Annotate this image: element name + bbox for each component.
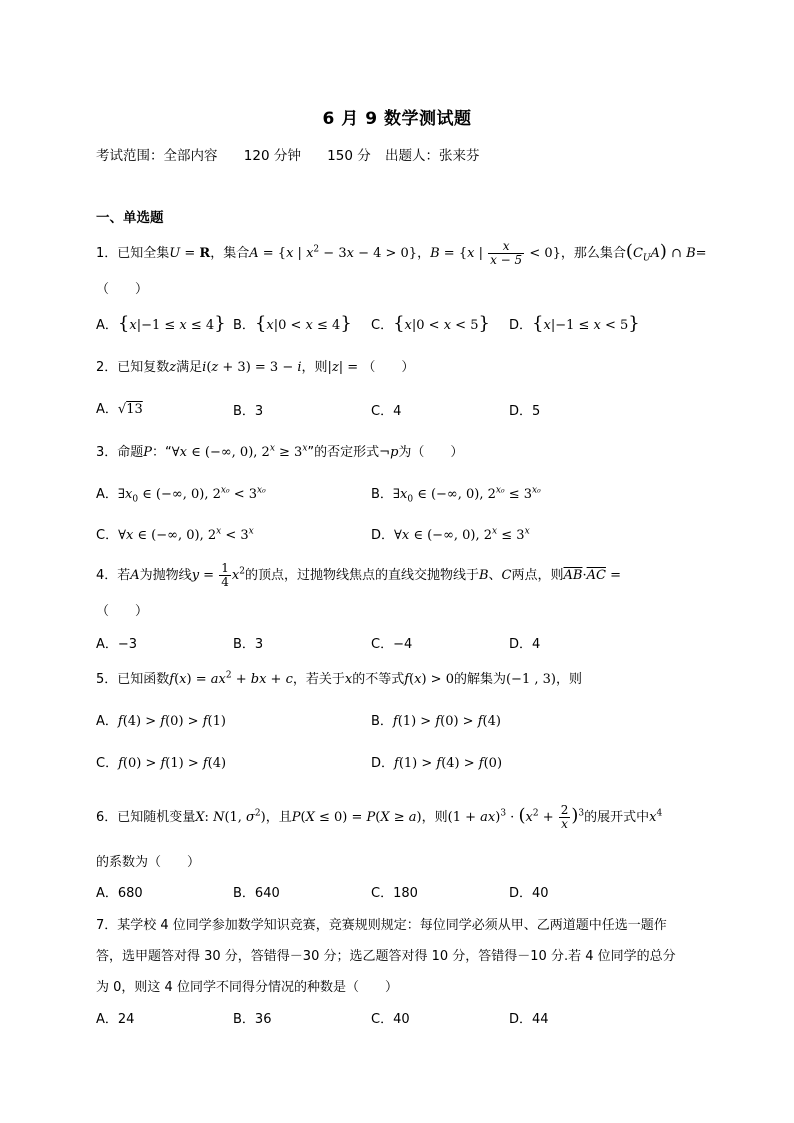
question-3-option-d[interactable]: D．∀x ∈ (−∞, 0), $2^x \le 3^x$ <box>371 526 530 543</box>
question-2-option-d[interactable]: D．5 <box>509 404 541 419</box>
question-6-stem: 6．已知随机变量X: N(1, $\sigma^2$)，且P(X ≤ 0) = P(X ≥ a)，则$(1 + ax)^3 \cdot (x^2$ + $\frac{2}{x}$ )$^3$的展开式中$x^4$ <box>96 803 663 831</box>
exam-time: 120 分钟 <box>243 148 301 164</box>
question-2-stem: 2．已知复数z满足i(z + 3) = 3 − i，则|z| = （ ） <box>96 360 415 375</box>
question-1-option-c[interactable]: C．{x|0 < x < 5} <box>371 313 490 334</box>
question-5-option-a[interactable]: A．f(4) > f(0) > f(1) <box>96 714 226 729</box>
question-7-option-d[interactable]: D．44 <box>509 1012 549 1027</box>
question-6-option-b[interactable]: B．640 <box>233 886 280 901</box>
question-6-option-a[interactable]: A．680 <box>96 886 143 901</box>
exam-scope: 考试范围：全部内容 <box>96 148 218 164</box>
question-7-line3: 为 0，则这 4 位同学不同得分情况的种数是（ ） <box>96 980 398 995</box>
section-heading: 一、单选题 <box>96 210 164 226</box>
question-4-option-b[interactable]: B．3 <box>233 637 264 652</box>
question-5-option-b[interactable]: B．f(1) > f(0) > f(4) <box>371 714 501 729</box>
question-7-option-b[interactable]: B．36 <box>233 1012 272 1027</box>
question-6-option-c[interactable]: C．180 <box>371 886 418 901</box>
question-4-option-c[interactable]: C．−4 <box>371 637 413 652</box>
question-3-option-a[interactable]: A．$\exists x_0$ ∈ (−∞, 0), $2^{x_0} < 3^{x_0}$ <box>96 485 266 505</box>
exam-info <box>96 144 480 164</box>
question-3-stem: 3．命题P：“∀x ∈ (−∞, 0), $2^x \ge 3^x$”的否定形式¬p为（ ） <box>96 443 464 460</box>
question-7-line2: 答，选甲题答对得 30 分，答错得－30 分；选乙题答对得 10 分，答错得－10 分.若 4 位同学的总分 <box>96 949 676 964</box>
page-title: 6 月 9 数学测试题 <box>322 109 472 129</box>
question-1-stem: 1．已知全集U = R，集合A = {x | $x^2 - 3x - 4 > 0$}，B = {x | $\frac{x}{x - 5}$ < 0}，那么集合$(C_UA)$ ∩ B= <box>96 239 707 267</box>
question-4-option-d[interactable]: D．4 <box>509 637 541 652</box>
question-1-option-d[interactable]: D．{x|−1 ≤ x < 5} <box>509 313 640 334</box>
question-3-option-b[interactable]: B．$\exists x_0$ ∈ (−∞, 0), $2^{x_0} \le 3^{x_0}$ <box>371 485 541 505</box>
question-4-option-a[interactable]: A．−3 <box>96 637 138 652</box>
question-6-option-d[interactable]: D．40 <box>509 886 549 901</box>
question-2-option-a[interactable]: A．√13 <box>96 402 143 417</box>
question-6-line2: 的系数为（ ） <box>96 855 201 870</box>
question-2-option-c[interactable]: C．4 <box>371 404 402 419</box>
question-7-line1: 7．某学校 4 位同学参加数学知识竞赛，竞赛规则规定：每位同学必须从甲、乙两道题中任选一题作 <box>96 918 667 933</box>
question-3-option-c[interactable]: C．∀x ∈ (−∞, 0), $2^x < 3^x$ <box>96 526 254 543</box>
question-4-stem: 4．若A为抛物线y = $\frac{1}{4}$ $x^2$的顶点，过抛物线焦点的直线交抛物线于B、C两点，则$\overline{AB}\cdot\overline{AC}$ = <box>96 561 621 589</box>
exam-score: 150 分 <box>327 148 371 164</box>
question-2-option-b[interactable]: B．3 <box>233 404 264 419</box>
question-7-option-a[interactable]: A．24 <box>96 1012 135 1027</box>
question-5-stem: 5．已知函数$f(x) = ax^2$ + bx + c，若关于x的不等式f(x) > 0的解集为(−1 , 3)，则 <box>96 670 582 687</box>
question-4-paren: （ ） <box>96 604 149 619</box>
exam-author: 出题人：张来芬 <box>385 148 480 164</box>
question-1-option-b[interactable]: B．{x|0 < x ≤ 4} <box>233 313 352 334</box>
question-7-option-c[interactable]: C．40 <box>371 1012 410 1027</box>
question-5-option-d[interactable]: D．f(1) > f(4) > f(0) <box>371 756 503 771</box>
question-5-option-c[interactable]: C．f(0) > f(1) > f(4) <box>96 756 227 771</box>
question-1-paren: （ ） <box>96 282 149 297</box>
question-1-option-a[interactable]: A．{x|−1 ≤ x ≤ 4} <box>96 313 226 334</box>
